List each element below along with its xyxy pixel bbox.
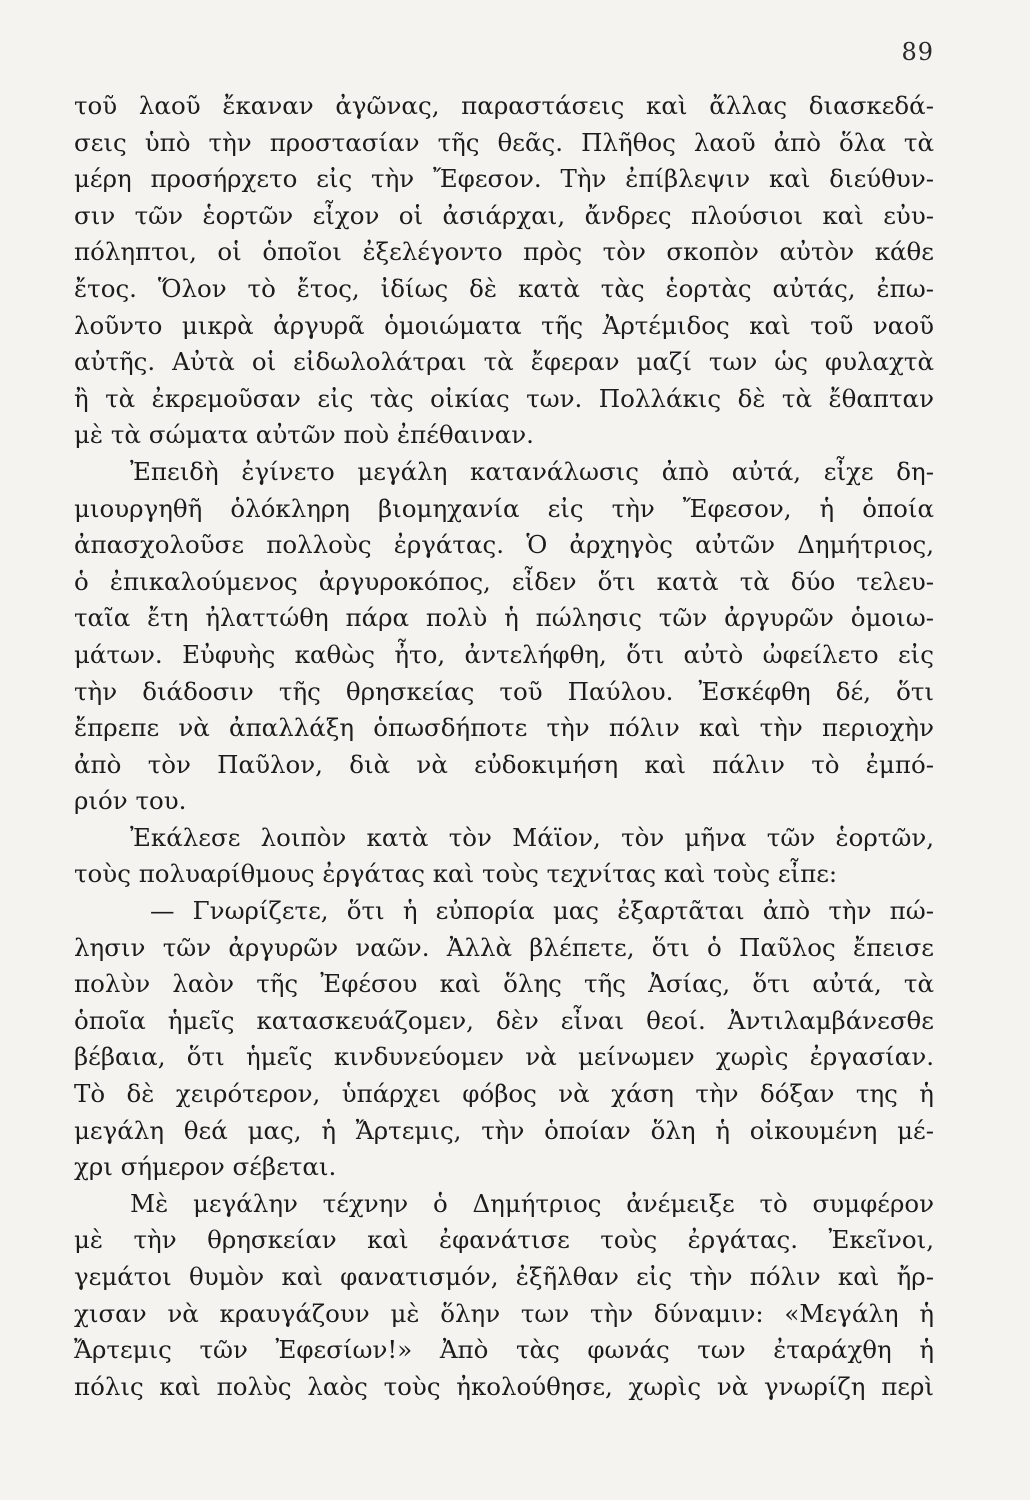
text-line: λοῦντο μικρὰ ἀργυρᾶ ὁμοιώματα τῆς Ἀρτέμιδος καὶ τοῦ ναοῦ [74,310,934,340]
text-line: λησιν τῶν ἀργυρῶν ναῶν. Ἀλλὰ βλέπετε, ὅτι ὁ Παῦλος ἔπεισε [74,932,934,962]
text-line: — Γνωρίζετε, ὅτι ἡ εὐπορία μας ἐξαρτᾶται ἀπὸ τὴν πώ- [150,896,934,926]
text-line: ὁ ἐπικαλούμενος ἀργυροκόπος, εἶδεν ὅτι κατὰ τὰ δύο τελευ- [74,566,934,596]
text-line: Μὲ μεγάλην τέχνην ὁ Δημήτριος ἀνέμειξε τὸ συμφέρον [130,1188,934,1218]
text-line: ριόν του. [74,786,187,816]
text-line: Ἄρτεμις τῶν Ἐφεσίων!» Ἀπὸ τὰς φωνάς των ἐταράχθη ἡ [74,1335,934,1365]
text-line: ἔτος. Ὅλον τὸ ἔτος, ἰδίως δὲ κατὰ τὰς ἑορτὰς αὐτάς, ἐπω- [74,273,934,303]
paragraph-3 [74,820,934,893]
text-line: μάτων. Εὐφυὴς καθὼς ἦτο, ἀντελήφθη, ὅτι αὐτὸ ὠφείλετο εἰς [74,639,934,669]
text-line: ταῖα ἔτη ἠλαττώθη πάρα πολὺ ἡ πώλησις τῶν ἀργυρῶν ὁμοιω- [74,603,934,633]
text-line: σιν τῶν ἑορτῶν εἶχον οἱ ἀσιάρχαι, ἄνδρες πλούσιοι καὶ εὐυ- [74,200,934,230]
text-line: βέβαια, ὅτι ἡμεῖς κινδυνεύομεν νὰ μείνωμεν χωρὶς ἐργασίαν. [74,1042,934,1072]
text-line: πολὺν λαὸν τῆς Ἐφέσου καὶ ὅλης τῆς Ἀσίας, ὅτι αὐτά, τὰ [74,969,934,999]
text-line: μὲ τὴν θρησκείαν καὶ ἐφανάτισε τοὺς ἐργάτας. Ἐκεῖνοι, [74,1225,934,1255]
text-line: σεις ὑπὸ τὴν προστασίαν τῆς θεᾶς. Πλῆθος λαοῦ ἀπὸ ὅλα τὰ [74,127,934,157]
paragraph-4-speech [74,893,934,1186]
text-line: πόληπτοι, οἱ ὁποῖοι ἐξελέγοντο πρὸς τὸν σκοπὸν αὐτὸν κάθε [74,237,934,267]
text-line: ὁποῖα ἡμεῖς κατασκευάζομεν, δὲν εἶναι θεοί. Ἀντιλαμβάνεσθε [74,1005,934,1035]
paragraph-5 [74,1186,934,1406]
text-line: γεμάτοι θυμὸν καὶ φανατισμόν, ἐξῆλθαν εἰς τὴν πόλιν καὶ ἤρ- [74,1262,934,1291]
text-line: μιουργηθῆ ὁλόκληρη βιομηχανία εἰς τὴν Ἔφεσον, ἡ ὁποία [74,493,934,523]
text-line: τοὺς πολυαρίθμους ἐργάτας καὶ τοὺς τεχνίτας καὶ τοὺς εἶπε: [74,859,838,889]
text-line: χρι σήμερον σέβεται. [74,1152,337,1182]
text-line: ἀπὸ τὸν Παῦλον, διὰ νὰ εὐδοκιμήση καὶ πάλιν τὸ ἐμπό- [74,749,934,779]
paragraph-2 [74,454,934,820]
text-line: Τὸ δὲ χειρότερον, ὑπάρχει φόβος νὰ χάση τὴν δόξαν της ἡ [74,1079,934,1109]
text-line: χισαν νὰ κραυγάζουν μὲ ὅλην των τὴν δύναμιν: «Μεγάλη ἡ [74,1298,934,1328]
text-line: ἀπασχολοῦσε πολλοὺς ἐργάτας. Ὁ ἀρχηγὸς αὐτῶν Δημήτριος, [74,530,934,560]
text-line: τὴν διάδοσιν τῆς θρησκείας τοῦ Παύλου. Ἐσκέφθη δέ, ὅτι [74,676,934,706]
text-line: αὐτῆς. Αὐτὰ οἱ εἰδωλολάτραι τὰ ἔφεραν μαζί των ὡς φυλαχτὰ [74,347,934,377]
paragraph-1 [74,88,934,454]
text-line: μέρη προσήρχετο εἰς τὴν Ἔφεσον. Τὴν ἐπίβλεψιν καὶ διεύθυν- [74,164,934,194]
text-line: Ἐκάλεσε λοιπὸν κατὰ τὸν Μάϊον, τὸν μῆνα τῶν ἑορτῶν, [130,822,934,852]
text-line: μὲ τὰ σώματα αὐτῶν ποὺ ἐπέθαιναν. [74,420,534,450]
text-line: Ἐπειδὴ ἐγίνετο μεγάλη κατανάλωσις ἀπὸ αὐτά, εἶχε δη- [130,456,934,486]
text-line: τοῦ λαοῦ ἔκαναν ἀγῶνας, παραστάσεις καὶ ἄλλας διασκεδά- [74,91,934,120]
page-number: 89 [901,38,934,66]
text-line: πόλις καὶ πολὺς λαὸς τοὺς ἠκολούθησε, χωρὶς νὰ γνωρίζη περὶ [74,1371,934,1401]
text-line: ἢ τὰ ἐκρεμοῦσαν εἰς τὰς οἰκίας των. Πολλάκις δὲ τὰ ἔθαπταν [74,383,934,413]
text-line: μεγάλη θεά μας, ἡ Ἄρτεμις, τὴν ὁποίαν ὅλη ἡ οἰκουμένη μέ- [74,1115,934,1145]
text-line: ἔπρεπε νὰ ἀπαλλάξη ὁπωσδήποτε τὴν πόλιν καὶ τὴν περιοχὴν [74,713,934,743]
body-text [74,88,934,1405]
